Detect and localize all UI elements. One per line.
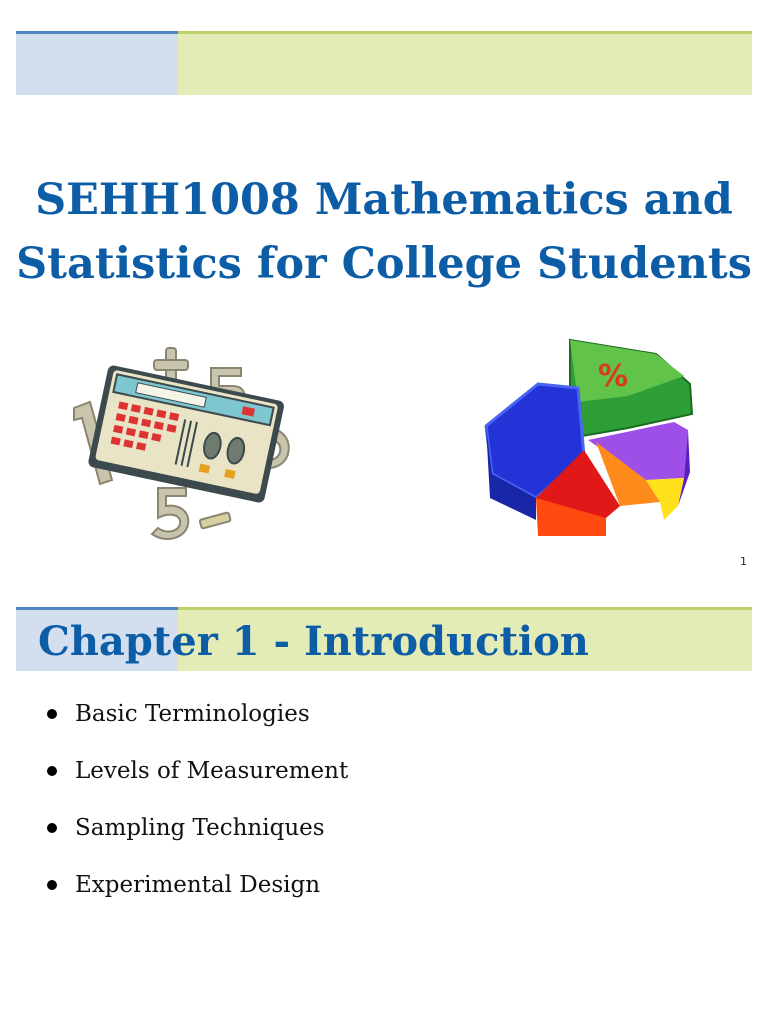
list-item-label: Levels of Measurement: [75, 758, 349, 784]
header-bar-green-line: [178, 607, 752, 610]
list-item-label: Basic Terminologies: [75, 701, 310, 727]
svg-text:%: %: [598, 359, 629, 394]
header-bar-blue-line: [16, 607, 178, 610]
header-bar-green-block: [178, 31, 752, 95]
list-item: [45, 806, 348, 863]
list-item: [45, 692, 348, 749]
calculator-clipart-icon: [66, 340, 306, 550]
list-item-label: Experimental Design: [75, 872, 321, 898]
header-bar-blue-line: [16, 31, 178, 34]
bullet-icon: [47, 880, 57, 890]
bullet-icon: [47, 709, 57, 719]
list-item: [45, 749, 348, 806]
bullet-icon: [47, 823, 57, 833]
header-bar-blue-block: [16, 31, 178, 95]
topic-list: [45, 692, 348, 920]
slide1-header-bar: [16, 31, 752, 95]
bullet-icon: [47, 766, 57, 776]
list-item: [45, 863, 348, 920]
list-item-label: Sampling Techniques: [75, 815, 325, 841]
chapter-heading: Chapter 1 - Introduction: [38, 618, 589, 665]
page-number: 1: [740, 555, 747, 568]
header-bar-green-line: [178, 31, 752, 34]
pie-chart-clipart-icon: [478, 330, 698, 550]
title-line-2: Statistics for College Students: [16, 239, 752, 289]
title-line-1: SEHH1008 Mathematics and: [35, 175, 733, 225]
slide1-title: [0, 168, 768, 296]
